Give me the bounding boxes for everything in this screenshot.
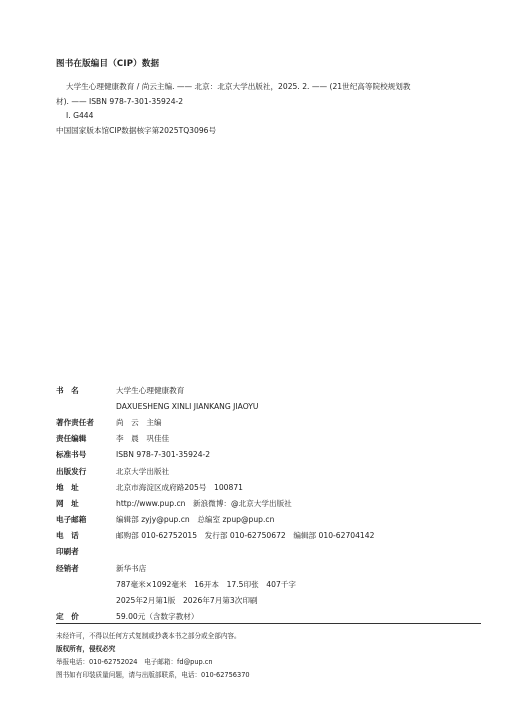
cip-line-4: 中国国家版本馆CIP数据核字第2025TQ3096号 (56, 125, 217, 135)
footer-line-2: 版权所有，侵权必究 (56, 645, 116, 653)
copyright-footer (56, 630, 486, 682)
info-row (56, 431, 476, 447)
info-row (56, 382, 476, 398)
footer-line-3: 举报电话：010-62752024 电子邮箱：fd@pup.cn (56, 658, 213, 666)
info-label: 标准书号 (56, 450, 87, 460)
footer-line-4: 图书如有印装质量问题，请与出版部联系，电话：010-62756370 (56, 671, 250, 679)
info-value: 59.00元（含数字教材） (116, 612, 199, 622)
info-value: 2025年2月第1版 2026年7月第3次印刷 (116, 596, 258, 606)
info-row (56, 576, 476, 592)
info-row (56, 592, 476, 608)
cip-line-1: 大学生心理健康教育 / 尚云主编. —— 北京：北京大学出版社，2025. 2. —— (21世纪高等院校规划教 (66, 82, 411, 91)
info-label: 网 址 (56, 498, 79, 508)
info-row (56, 479, 476, 495)
info-label: 电子邮箱 (56, 515, 87, 525)
info-value: 邮购部 010-62752015 发行部 010-62750672 编辑部 010-62704142 (116, 531, 375, 541)
cip-line-2: 材). —— ISBN 978-7-301-35924-2 (56, 96, 184, 106)
info-row (56, 447, 476, 463)
info-label: 责任编辑 (56, 434, 87, 444)
info-label: 书 名 (56, 385, 79, 395)
info-row (56, 560, 476, 576)
info-row (56, 463, 476, 479)
publication-info (56, 382, 476, 625)
info-label: 印刷者 (56, 547, 79, 557)
info-value: 尚 云 主编 (116, 417, 162, 427)
info-value: 新华书店 (116, 563, 147, 573)
info-label: 定 价 (56, 612, 79, 622)
info-value: 编辑部 zyjy@pup.cn 总编室 zpup@pup.cn (116, 515, 275, 525)
info-label: 著作责任者 (56, 417, 94, 427)
info-label: 出版发行 (56, 466, 87, 476)
info-label: 地 址 (56, 482, 79, 492)
info-label: 电 话 (56, 531, 79, 541)
cip-title: 图书在版编目（CIP）数据 (56, 59, 160, 69)
info-row (56, 544, 476, 560)
info-value: ISBN 978-7-301-35924-2 (116, 450, 211, 460)
info-value: 787毫米×1092毫米 16开本 17.5印张 407千字 (116, 579, 296, 589)
info-value: 北京大学出版社 (116, 466, 170, 476)
info-row (56, 528, 476, 544)
footer-divider (56, 623, 481, 624)
footer-line-1: 未经许可，不得以任何方式复制或抄袭本书之部分或全部内容。 (56, 632, 241, 640)
info-value: 大学生心理健康教育 (116, 385, 185, 395)
info-value: http://www.pup.cn 新浪微博：@北京大学出版社 (116, 498, 292, 508)
info-row (56, 398, 476, 414)
info-row (56, 495, 476, 511)
info-value: 北京市海淀区成府路205号 100871 (116, 482, 244, 492)
cip-block (56, 80, 486, 138)
info-row (56, 512, 476, 528)
cip-line-3: Ⅰ. G444 (66, 111, 94, 121)
info-value: 李 晨 巩佳佳 (116, 434, 170, 444)
info-row (56, 414, 476, 430)
info-label: 经销者 (56, 563, 79, 573)
info-value: DAXUESHENG XINLI JIANKANG JIAOYU (116, 401, 259, 411)
